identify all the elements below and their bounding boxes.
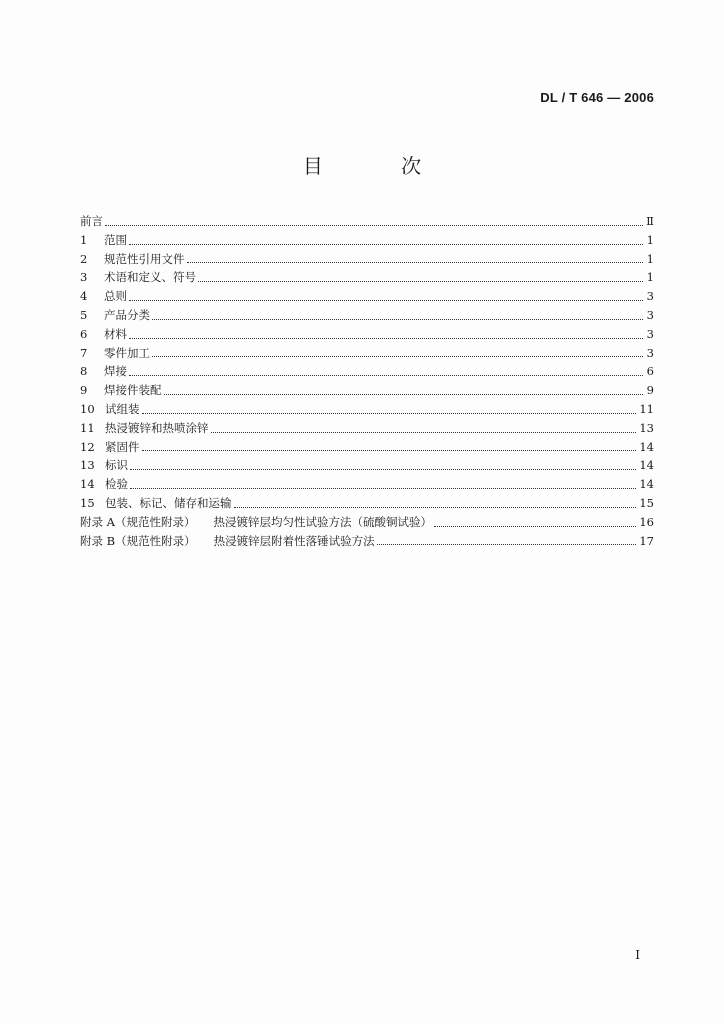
toc-entry-page: 3	[646, 289, 654, 304]
toc-entry-label: 紧固件	[105, 439, 140, 454]
toc-entry[interactable]	[80, 438, 654, 457]
page-number: I	[635, 948, 640, 962]
toc-entry[interactable]	[80, 475, 654, 494]
toc-entry-page: 13	[639, 420, 654, 435]
toc-dot-leader	[187, 261, 644, 263]
toc-entry-number: 13	[80, 458, 95, 473]
toc-entry-number: 5	[80, 307, 88, 322]
toc-entry-number: 15	[80, 495, 95, 510]
toc-entry[interactable]	[80, 456, 654, 475]
toc-entry[interactable]	[80, 231, 654, 250]
toc-entry-label: 检验	[105, 477, 128, 492]
toc-entry-label: 附录 A（规范性附录）	[80, 514, 196, 529]
toc-entry-label: 标识	[105, 458, 128, 473]
table-of-contents	[80, 212, 654, 550]
toc-entry-number: 2	[80, 251, 88, 266]
toc-entry-label: 包装、标记、储存和运输	[105, 495, 232, 510]
toc-dot-leader	[130, 487, 636, 489]
toc-entry[interactable]	[80, 494, 654, 513]
toc-entry[interactable]	[80, 268, 654, 287]
toc-dot-leader	[434, 525, 636, 527]
toc-entry-label: 材料	[104, 326, 127, 341]
toc-dot-leader	[129, 299, 643, 301]
toc-entry[interactable]	[80, 419, 654, 438]
toc-entry[interactable]	[80, 362, 654, 381]
toc-entry[interactable]	[80, 513, 654, 532]
toc-dot-leader	[152, 318, 643, 320]
toc-title: 目 次	[302, 154, 458, 178]
toc-entry[interactable]	[80, 344, 654, 363]
toc-entry-page: 14	[639, 477, 654, 492]
toc-dot-leader	[142, 412, 637, 414]
standard-code: DL / T 646 — 2006	[540, 90, 654, 105]
toc-entry-page: 11	[639, 401, 654, 416]
toc-entry-number: 6	[80, 326, 88, 341]
toc-dot-leader	[130, 468, 636, 470]
toc-entry-number: 3	[80, 270, 88, 285]
toc-dot-leader	[129, 243, 643, 245]
toc-entry-page: 6	[646, 364, 654, 379]
toc-entry[interactable]	[80, 212, 654, 231]
toc-entry-page: 16	[639, 514, 654, 529]
toc-entry-number: 12	[80, 439, 95, 454]
toc-entry-number: 14	[80, 477, 95, 492]
toc-entry-page: 3	[646, 326, 654, 341]
toc-dot-leader	[377, 543, 637, 545]
toc-dot-leader	[105, 224, 643, 226]
toc-entry-label: 焊接件装配	[104, 383, 162, 398]
toc-entry-label: 试组装	[105, 401, 140, 416]
toc-entry-label: 总则	[104, 289, 127, 304]
toc-entry-subtitle: 热浸镀锌层附着性落锤试验方法	[213, 533, 375, 548]
toc-entry-page: 9	[646, 383, 654, 398]
toc-dot-leader	[164, 393, 644, 395]
toc-entry-label: 前言	[80, 214, 103, 228]
toc-entry[interactable]	[80, 306, 654, 325]
toc-entry-page: 17	[639, 533, 654, 548]
toc-entry-label: 范围	[104, 232, 127, 247]
toc-entry-page: 3	[646, 307, 654, 322]
toc-entry-page: 14	[639, 439, 654, 454]
toc-entry[interactable]	[80, 287, 654, 306]
toc-entry-page: 1	[646, 270, 654, 285]
toc-entry-page: 14	[639, 458, 654, 473]
toc-entry-number: 4	[80, 289, 88, 304]
toc-entry-number: 9	[80, 383, 88, 398]
toc-entry-label: 产品分类	[104, 307, 150, 322]
toc-entry-label: 零件加工	[104, 345, 150, 360]
toc-entry-label: 规范性引用文件	[104, 251, 185, 266]
toc-entry-page: 1	[646, 251, 654, 266]
toc-entry-label: 热浸镀锌和热喷涂锌	[105, 420, 209, 435]
toc-entry-label: 附录 B（规范性附录）	[80, 533, 196, 548]
toc-entry[interactable]	[80, 532, 654, 551]
toc-dot-leader	[234, 506, 637, 508]
toc-entry-label: 术语和定义、符号	[104, 270, 196, 285]
toc-entry-subtitle: 热浸镀锌层均匀性试验方法（硫酸铜试验）	[213, 514, 432, 529]
toc-dot-leader	[129, 337, 643, 339]
toc-entry-number: 8	[80, 364, 88, 379]
toc-entry[interactable]	[80, 400, 654, 419]
toc-entry-number: 11	[80, 420, 95, 435]
toc-entry-number: 7	[80, 345, 88, 360]
toc-entry-number: 1	[80, 232, 88, 247]
toc-entry[interactable]	[80, 381, 654, 400]
toc-entry-label: 焊接	[104, 364, 127, 379]
toc-entry[interactable]	[80, 250, 654, 269]
toc-entry-page: 15	[639, 495, 654, 510]
toc-dot-leader	[198, 280, 643, 282]
toc-entry-page: Ⅱ	[646, 214, 654, 228]
toc-entry-page: 1	[646, 232, 654, 247]
toc-dot-leader	[129, 374, 643, 376]
toc-dot-leader	[211, 431, 637, 433]
toc-dot-leader	[152, 355, 643, 357]
toc-dot-leader	[142, 449, 637, 451]
toc-entry-page: 3	[646, 345, 654, 360]
toc-entry-number: 10	[80, 401, 95, 416]
toc-entry[interactable]	[80, 325, 654, 344]
